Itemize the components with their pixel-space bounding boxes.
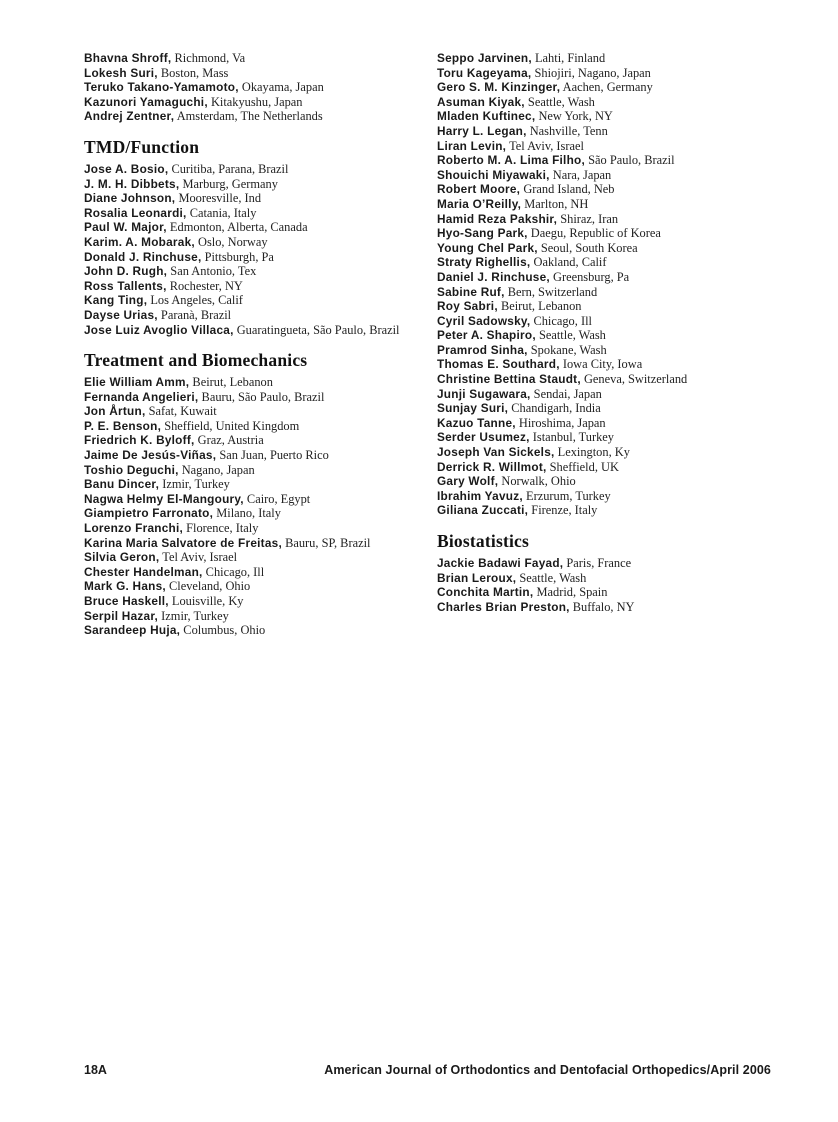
reviewer-name: Jose Luiz Avoglio Villaca,	[84, 322, 234, 337]
reviewer-name: Gary Wolf,	[437, 474, 499, 489]
reviewer-entry	[84, 609, 437, 624]
reviewer-name: Serder Usumez,	[437, 430, 530, 445]
reviewer-name: Kang Ting,	[84, 293, 148, 308]
reviewer-entry	[437, 197, 782, 212]
reviewer-entry	[84, 492, 437, 507]
reviewer-name: Joseph Van Sickels,	[437, 445, 555, 460]
reviewer-name: Ross Tallents,	[84, 278, 167, 293]
reviewer-entry	[437, 585, 782, 600]
reviewer-name: Jon Årtun,	[84, 404, 146, 419]
reviewer-location: Buffalo, NY	[569, 599, 635, 614]
reviewer-entry	[84, 191, 437, 206]
reviewer-entry	[437, 445, 782, 460]
reviewer-location: Tel Aviv, Israel	[159, 550, 238, 565]
reviewer-location: Istanbul, Turkey	[529, 430, 615, 445]
reviewer-name: Chester Handelman,	[84, 564, 203, 579]
reviewer-entry	[84, 521, 437, 536]
reviewer-entry	[437, 430, 782, 445]
reviewer-name: Junji Sugawara,	[437, 386, 531, 401]
reviewer-location: Paris, France	[563, 556, 632, 570]
reviewer-name: Gero S. M. Kinzinger,	[437, 80, 561, 95]
reviewer-name: Dayse Urias,	[84, 307, 158, 322]
reviewer-entry	[84, 80, 437, 95]
reviewer-entry	[437, 489, 782, 504]
reviewer-location: New York, NY	[535, 109, 613, 124]
reviewer-name: Fernanda Angelieri,	[84, 389, 199, 404]
reviewer-location: Aachen, Germany	[560, 80, 653, 95]
reviewer-location: Lexington, Ky	[554, 445, 630, 460]
reviewer-name: Cyril Sadowsky,	[437, 313, 531, 328]
section-heading: TMD/Function	[84, 136, 200, 157]
reviewer-location: Erzurum, Turkey	[522, 488, 611, 503]
reviewer-location: Sheffield, UK	[546, 459, 619, 474]
reviewer-entry	[84, 250, 437, 265]
reviewer-name: Asuman Kiyak,	[437, 94, 525, 109]
reviewer-entry	[437, 124, 782, 139]
reviewer-entry	[437, 241, 782, 256]
reviewer-entry	[437, 212, 782, 227]
reviewer-location: Safat, Kuwait	[145, 404, 217, 419]
reviewer-location: Boston, Mass	[157, 65, 229, 80]
reviewer-location: Milano, Italy	[213, 506, 281, 521]
reviewer-location: Bauru, São Paulo, Brazil	[198, 389, 325, 404]
reviewer-name: Harry L. Legan,	[437, 123, 527, 138]
reviewer-entry	[437, 80, 782, 95]
reviewer-entry	[84, 279, 437, 294]
reviewer-name: Sunjay Suri,	[437, 401, 509, 416]
reviewer-name: Kazuo Tanne,	[437, 415, 516, 430]
reviewer-entry	[437, 343, 782, 358]
reviewer-name: Kazunori Yamaguchi,	[84, 94, 208, 109]
reviewer-entry	[84, 95, 437, 110]
reviewer-name: John D. Rugh,	[84, 264, 168, 279]
reviewer-location: Nagano, Japan	[178, 462, 255, 477]
page-footer	[84, 1063, 771, 1077]
reviewer-entry	[437, 357, 782, 372]
reviewer-location: Iowa City, Iowa	[559, 357, 643, 372]
reviewer-entry	[84, 477, 437, 492]
reviewer-location: Norwalk, Ohio	[498, 474, 576, 489]
reviewer-location: Edmonton, Alberta, Canada	[166, 220, 308, 235]
reviewer-entry	[437, 503, 782, 518]
reviewer-name: Giampietro Farronato,	[84, 506, 214, 521]
reviewer-name: Daniel J. Rinchuse,	[437, 269, 550, 284]
reviewer-entry	[84, 162, 437, 177]
reviewer-entry	[437, 255, 782, 270]
reviewer-name: Silvia Geron,	[84, 550, 160, 565]
reviewer-location: Greensburg, Pa	[549, 269, 630, 284]
reviewer-location: Pittsburgh, Pa	[201, 249, 274, 264]
reviewer-name: Brian Leroux,	[437, 570, 517, 585]
reviewer-entry	[437, 66, 782, 81]
reviewer-location: Izmir, Turkey	[159, 477, 230, 492]
reviewer-name: Jose A. Bosio,	[84, 161, 169, 176]
reviewer-name: Hyo-Sang Park,	[437, 226, 528, 241]
reviewer-location: Nashville, Tenn	[526, 123, 608, 138]
reviewer-location: Grand Island, Neb	[520, 182, 615, 197]
reviewer-location: Okayama, Japan	[238, 80, 324, 95]
reviewer-entry	[437, 460, 782, 475]
reviewer-entry	[84, 433, 437, 448]
reviewer-name: Robert Moore,	[437, 182, 521, 197]
reviewer-location: Columbus, Ohio	[180, 623, 266, 638]
reviewer-name: Liran Levin,	[437, 138, 507, 153]
reviewer-entry	[437, 226, 782, 241]
reviewer-location: Bauru, SP, Brazil	[282, 535, 371, 550]
reviewer-location: San Juan, Puerto Rico	[216, 448, 329, 463]
reviewer-location: Rochester, NY	[166, 278, 243, 293]
reviewer-entry	[84, 293, 437, 308]
reviewer-entry	[437, 299, 782, 314]
reviewer-name: Conchita Martin,	[437, 585, 534, 600]
reviewer-location: Shiojiri, Nagano, Japan	[531, 65, 651, 80]
reviewer-location: Mooresville, Ind	[175, 191, 262, 206]
reviewer-location: Marburg, Germany	[179, 176, 278, 191]
reviewer-name: Christine Bettina Staudt,	[437, 372, 581, 387]
reviewer-entry	[437, 285, 782, 300]
reviewer-entry	[84, 404, 437, 419]
reviewer-name: Young Chel Park,	[437, 240, 538, 255]
reviewer-entry	[437, 153, 782, 168]
reviewer-entry	[437, 571, 782, 586]
reviewer-location: Beirut, Lebanon	[497, 299, 582, 314]
reviewer-entry	[437, 416, 782, 431]
column-left	[84, 51, 437, 638]
column-right	[437, 51, 782, 638]
reviewer-name: Andrej Zentner,	[84, 109, 175, 124]
reviewer-name: Giliana Zuccati,	[437, 503, 529, 518]
reviewer-name: Derrick R. Willmot,	[437, 459, 547, 474]
reviewer-location: Louisville, Ky	[168, 594, 244, 608]
reviewer-location: Sheffield, United Kingdom	[161, 418, 300, 433]
reviewer-name: Karina Maria Salvatore de Freitas,	[84, 535, 282, 550]
reviewer-location: Oakland, Calif	[530, 255, 607, 270]
reviewer-entry	[437, 95, 782, 110]
reviewer-location: Nara, Japan	[549, 167, 612, 182]
reviewer-name: Bruce Haskell,	[84, 594, 169, 608]
reviewer-name: Charles Brian Preston,	[437, 599, 570, 614]
reviewer-name: Maria O’Reilly,	[437, 196, 522, 211]
reviewer-location: Curitiba, Parana, Brazil	[168, 161, 289, 176]
reviewer-location: Catania, Italy	[186, 205, 257, 220]
reviewer-name: Elie William Amm,	[84, 375, 190, 390]
reviewer-entry	[84, 308, 437, 323]
reviewer-name: Rosalia Leonardi,	[84, 205, 187, 220]
reviewer-entry	[84, 235, 437, 250]
section-heading: Treatment and Biomechanics	[84, 350, 308, 371]
reviewer-name: Serpil Hazar,	[84, 608, 159, 623]
reviewer-location: Chandigarh, India	[508, 401, 601, 416]
reviewer-entry	[84, 323, 437, 338]
reviewer-name: Peter A. Shapiro,	[437, 328, 536, 343]
reviewer-location: Guaratingueta, São Paulo, Brazil	[233, 322, 400, 337]
page-number: 18A	[84, 1063, 107, 1077]
journal-title: American Journal of Orthodontics and Dentofacial Orthopedics/April 2006	[324, 1063, 771, 1077]
reviewer-entry	[437, 314, 782, 329]
reviewer-entry	[437, 401, 782, 416]
reviewer-location: Chicago, Ill	[202, 564, 265, 579]
reviewer-entry	[84, 463, 437, 478]
reviewer-entry	[437, 182, 782, 197]
reviewer-name: Lokesh Suri,	[84, 65, 158, 80]
reviewer-entry	[437, 600, 782, 615]
reviewer-entry	[84, 390, 437, 405]
reviewer-entry	[437, 387, 782, 402]
reviewer-location: Spokane, Wash	[527, 342, 607, 357]
reviewer-entry	[84, 206, 437, 221]
reviewer-entry	[84, 66, 437, 81]
reviewer-entry	[437, 168, 782, 183]
reviewer-entry	[84, 177, 437, 192]
reviewer-location: Geneva, Switzerland	[580, 372, 688, 387]
reviewer-entry	[84, 109, 437, 124]
reviewer-entry	[437, 328, 782, 343]
reviewer-name: Roberto M. A. Lima Filho,	[437, 153, 586, 168]
reviewer-location: Marlton, NH	[521, 196, 589, 211]
reviewer-name: Bhavna Shroff,	[84, 51, 172, 65]
reviewer-entry	[437, 474, 782, 489]
reviewer-entry	[437, 372, 782, 387]
reviewer-location: Bern, Switzerland	[504, 284, 598, 299]
reviewer-name: Sarandeep Huja,	[84, 623, 181, 638]
reviewer-entry	[84, 623, 437, 638]
reviewer-entry	[437, 51, 782, 66]
reviewer-location: Madrid, Spain	[533, 585, 608, 600]
reviewer-location: Izmir, Turkey	[158, 608, 229, 623]
reviewer-entry	[437, 139, 782, 154]
reviewer-location: Richmond, Va	[171, 51, 246, 65]
reviewer-name: Toru Kageyama,	[437, 65, 532, 80]
reviewer-name: Donald J. Rinchuse,	[84, 249, 202, 264]
reviewer-location: Shiraz, Iran	[557, 211, 619, 226]
reviewer-name: Hamid Reza Pakshir,	[437, 211, 558, 226]
reviewer-name: Diane Johnson,	[84, 191, 176, 206]
reviewer-name: J. M. H. Dibbets,	[84, 176, 180, 191]
reviewer-name: Roy Sabri,	[437, 299, 498, 314]
reviewer-entry	[437, 109, 782, 124]
reviewer-location: Los Angeles, Calif	[147, 293, 243, 308]
reviewer-entry	[84, 51, 437, 66]
reviewer-entry	[84, 565, 437, 580]
reviewer-location: Seoul, South Korea	[537, 240, 638, 255]
reviewer-entry	[84, 264, 437, 279]
reviewer-location: Hiroshima, Japan	[515, 415, 606, 430]
reviewer-location: Daegu, Republic of Korea	[527, 226, 661, 241]
reviewer-location: Tel Aviv, Israel	[506, 138, 584, 153]
reviewer-location: Cairo, Egypt	[243, 491, 311, 506]
reviewer-name: Sabine Ruf,	[437, 284, 505, 299]
reviewer-location: Beirut, Lebanon	[189, 375, 273, 390]
reviewer-location: San Antonio, Tex	[167, 264, 257, 279]
reviewer-location: Florence, Italy	[183, 521, 259, 536]
reviewer-entry	[437, 270, 782, 285]
reviewer-location: Cleveland, Ohio	[165, 579, 251, 594]
reviewer-location: Seattle, Wash	[535, 328, 606, 343]
reviewer-entry	[84, 579, 437, 594]
reviewer-location: Chicago, Ill	[530, 313, 592, 328]
reviewer-name: Banu Dincer,	[84, 477, 160, 492]
reviewer-name: Friedrich K. Byloff,	[84, 433, 195, 448]
reviewer-entry	[84, 594, 437, 609]
reviewer-name: Teruko Takano-Yamamoto,	[84, 80, 239, 95]
reviewer-name: Karim. A. Mobarak,	[84, 234, 195, 249]
reviewer-name: Straty Righellis,	[437, 255, 531, 270]
reviewer-location: São Paulo, Brazil	[585, 153, 675, 168]
reviewer-entry	[84, 448, 437, 463]
reviewer-name: Thomas E. Southard,	[437, 357, 560, 372]
reviewer-location: Lahti, Finland	[531, 51, 606, 65]
reviewer-name: Jaime De Jesús-Viñas,	[84, 448, 217, 463]
reviewer-name: Mladen Kuftinec,	[437, 109, 536, 124]
reviewer-location: Firenze, Italy	[528, 503, 598, 518]
reviewer-entry	[84, 220, 437, 235]
reviewer-name: Nagwa Helmy El-Mangoury,	[84, 491, 244, 506]
reviewer-name: Pramrod Sinha,	[437, 342, 528, 357]
reviewer-entry	[84, 506, 437, 521]
reviewer-name: Shouichi Miyawaki,	[437, 167, 550, 182]
reviewer-entry	[84, 419, 437, 434]
reviewer-name: Lorenzo Franchi,	[84, 521, 184, 536]
reviewer-entry	[437, 556, 782, 571]
reviewer-name: Paul W. Major,	[84, 220, 167, 235]
reviewer-location: Sendai, Japan	[530, 386, 602, 401]
reviewer-location: Seattle, Wash	[516, 570, 587, 585]
reviewer-location: Seattle, Wash	[524, 94, 595, 109]
reviewer-location: Paranà, Brazil	[157, 307, 232, 322]
reviewer-name: P. E. Benson,	[84, 418, 162, 433]
reviewer-location: Amsterdam, The Netherlands	[174, 109, 323, 124]
reviewer-name: Mark G. Hans,	[84, 579, 166, 594]
reviewer-location: Graz, Austria	[194, 433, 264, 448]
section-heading: Biostatistics	[437, 531, 530, 551]
reviewer-name: Ibrahim Yavuz,	[437, 488, 523, 503]
reviewer-location: Kitakyushu, Japan	[207, 94, 303, 109]
reviewer-entry	[84, 375, 437, 390]
reviewer-name: Toshio Deguchi,	[84, 462, 179, 477]
reviewer-location: Oslo, Norway	[194, 234, 268, 249]
reviewer-name: Jackie Badawi Fayad,	[437, 556, 564, 570]
reviewer-entry	[84, 536, 437, 551]
reviewer-columns	[84, 51, 782, 638]
reviewer-entry	[84, 550, 437, 565]
reviewer-name: Seppo Jarvinen,	[437, 51, 532, 65]
